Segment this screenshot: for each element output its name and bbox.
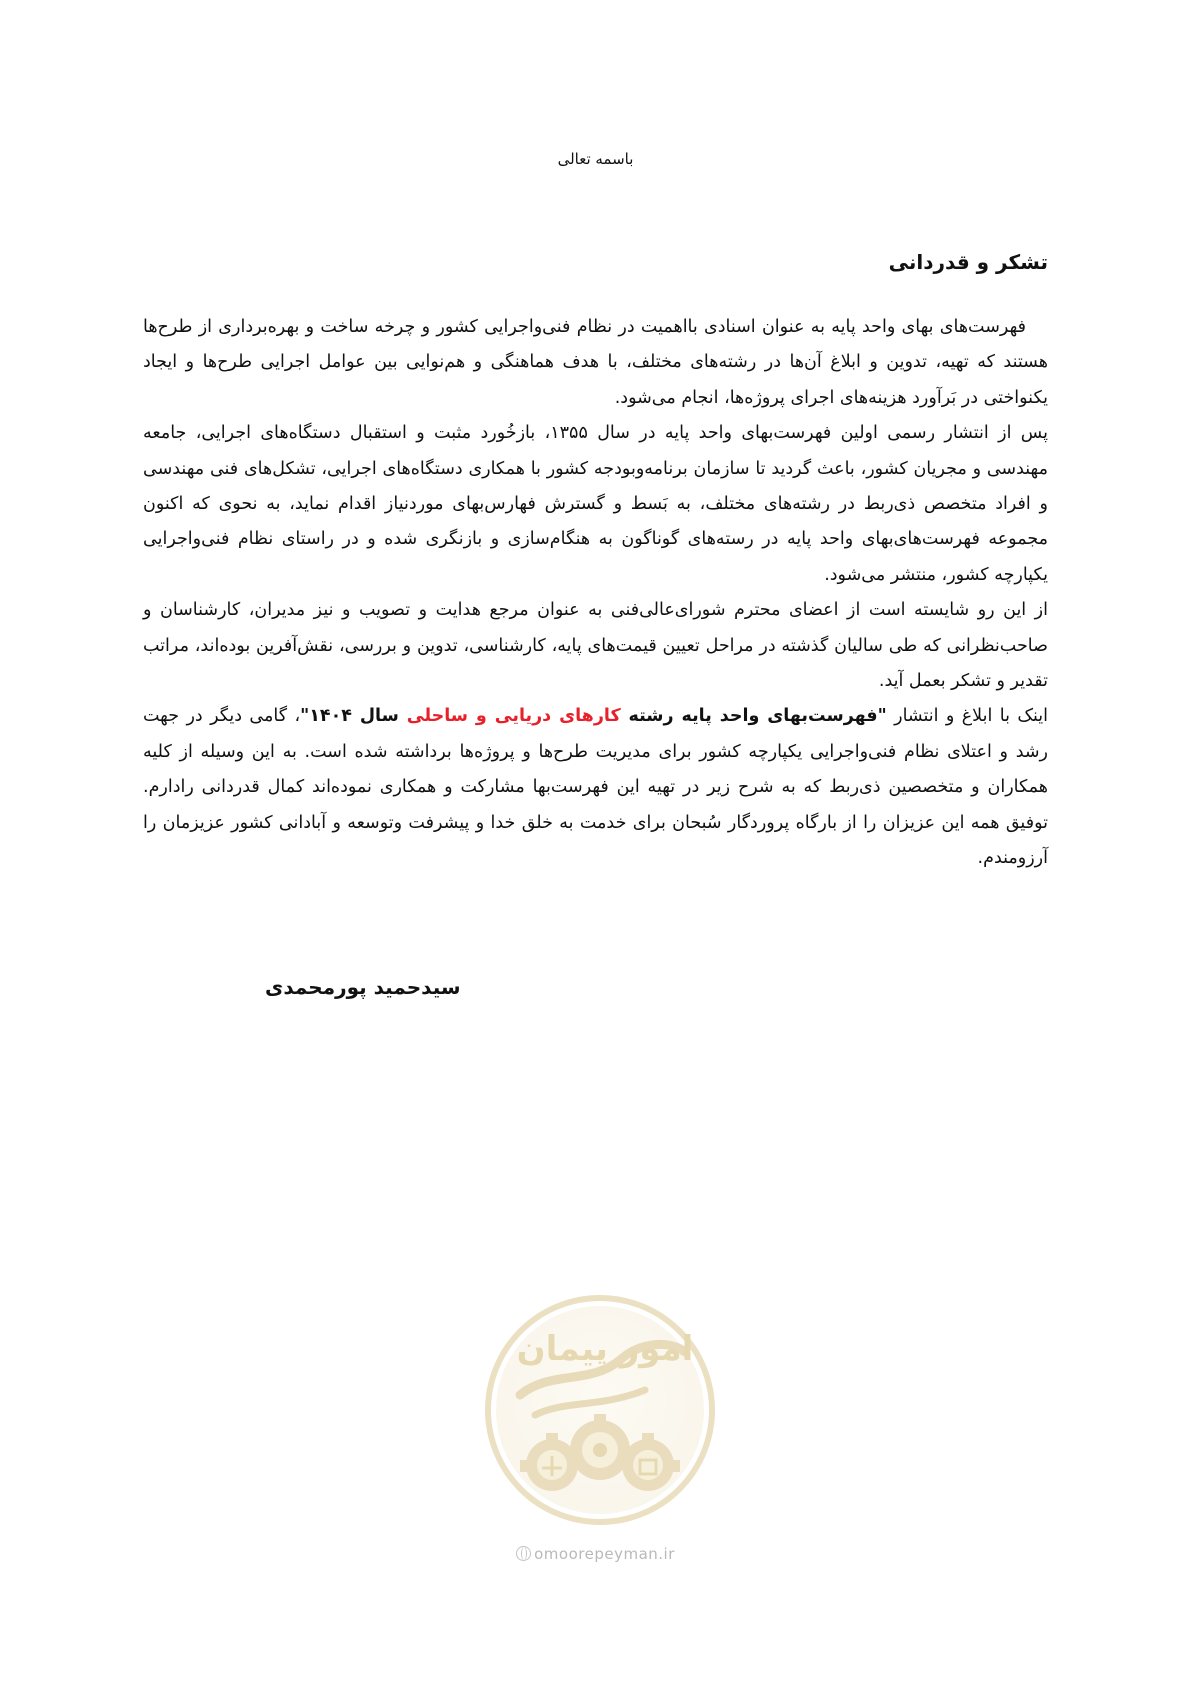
paragraph-3: از این رو شایسته است از اعضای محترم شورای‌عالی‌فنی به عنوان مرجع هدایت و تصویب و نیز مدیران، کارشناسان و صاحب‌نظرانی که طی سالیان گذشته در مراحل تعیین قیمت‌های پایه، کارشناسی، تدوین و بررسی، نقش‌آفرین بوده‌اند، مراتب تقدیر و تشکر بعمل آید.	[143, 600, 1048, 692]
page-title: تشکر و قدردانی	[888, 250, 1048, 274]
paragraph-4	[143, 699, 1048, 876]
watermark-url	[0, 1545, 1191, 1563]
omoore-peyman-logo-icon	[480, 1290, 720, 1530]
paragraph-4-rest: ، گامی دیگر در جهت رشد و اعتلای نظام فنی‌واجرایی یکپارچه کشور برای مدیریت طرح‌ها و پروژه‌ها برداشته شده است. به این وسیله از کلیه همکاران و متخصصین ذی‌ربط که به شرح زیر در تهیه این فهرست‌بها مشارکت و همکاری نموده‌اند کمال قدردانی رادارم. توفیق همه این عزیزان را از بارگاه پروردگار سُبحان برای خدمت به خلق خدا و پیشرفت وتوسعه و آبادانی کشور عزیزمان را آرزومندم.	[143, 706, 1048, 869]
basmala-header: باسمه تعالی	[557, 150, 634, 168]
acknowledgement-body	[143, 310, 1048, 877]
paragraph-4-intro: اینک با ابلاغ و انتشار	[886, 706, 1048, 727]
paragraph-1: فهرست‌های بهای واحد پایه به عنوان اسنادی بااهمیت در نظام فنی‌واجرایی کشور و چرخه ساخت و بهره‌برداری از طرح‌ها هستند که تهیه، تدوین و ابلاغ آن‌ها در رشته‌های مختلف، با هدف هماهنگی و هم‌نوایی بین عوامل اجرایی طرح‌ها و ایجاد یکنواختی در بَرآورد هزینه‌های اجرای پروژه‌ها، انجام می‌شود.	[143, 317, 1048, 408]
watermark-logo-text: امور پیمان	[516, 1329, 694, 1369]
pricelist-field-name: کارهای دریایی و ساحلی	[406, 706, 621, 727]
paragraph-2: پس از انتشار رسمی اولین فهرست‌بهای واحد پایه در سال ۱۳۵۵، بازخُورد مثبت و استقبال دستگاه‌های اجرایی، جامعه مهندسی و مجریان کشور، باعث گردید تا سازمان برنامه‌وبودجه کشور با همکاری دستگاه‌های اجرایی، تشکل‌های فنی مهندسی و افراد متخصص ذی‌ربط در رشته‌های مختلف، به بَسط و گسترش فهارس‌بهای موردنیاز اقدام نماید، به نحوی که اکنون مجموعه فهرست‌های‌بهای واحد پایه در رسته‌های گوناگون به هنگام‌سازی و بازنگری شده و در راستای نظام فنی‌واجرایی یکپارچه کشور، منتشر می‌شود.	[143, 423, 1048, 585]
pricelist-title-year: سال ۱۴۰۴"	[300, 706, 407, 727]
signature-name: سیدحمید پورمحمدی	[265, 975, 461, 999]
pricelist-title-part1: "فهرست‌بهای واحد پایه رشته	[620, 706, 887, 727]
globe-icon	[516, 1546, 531, 1561]
watermark-url-text: omoorepeyman.ir	[534, 1545, 675, 1563]
